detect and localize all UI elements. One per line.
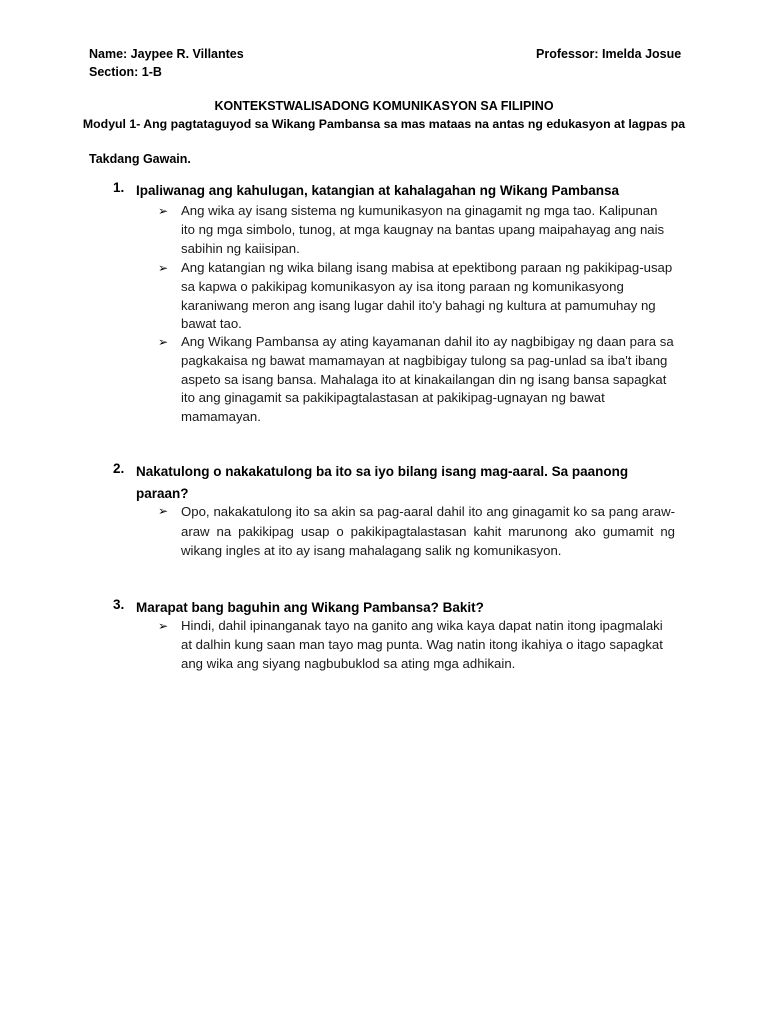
- question-number: 3.: [113, 597, 125, 612]
- question-1: [0, 180, 768, 204]
- answer-item: [0, 333, 768, 431]
- module-title: Modyul 1- Ang pagtataguyod sa Wikang Pambansa sa mas mataas na antas ng edukasyon at lagpas pa: [82, 117, 686, 131]
- task-label: Takdang Gawain.: [89, 152, 191, 166]
- student-section: Section: 1-B: [89, 65, 162, 79]
- student-name: Name: Jaypee R. Villantes: [89, 47, 244, 61]
- answer-item: [0, 202, 768, 262]
- answer-item: [0, 502, 768, 562]
- question-text: Ipaliwanag ang kahulugan, katangian at kahalagahan ng Wikang Pambansa: [136, 183, 619, 198]
- bullet-arrow-icon: ➢: [158, 335, 169, 349]
- bullet-arrow-icon: ➢: [158, 261, 169, 275]
- answer-text: Opo, nakakatulong ito sa akin sa pag-aaral dahil ito ang ginagamit ko sa pang araw-araw na pakikipag usap o pakikipagtalastasan kahit marunong ako gumamit ng wikang ingles at ito ay isang mahalagang salik ng komunikasyon.: [181, 504, 675, 558]
- question-number: 2.: [113, 461, 125, 476]
- professor-name: Professor: Imelda Josue: [536, 47, 682, 61]
- question-text: Nakatulong o nakakatulong ba ito sa iyo bilang isang mag-aaral. Sa paanong paraan?: [136, 464, 629, 501]
- answer-text: Ang wika ay isang sistema ng kumunikasyon na ginagamit ng mga tao. Kalipunan ito ng mga simbolo, tunog, at mga kaugnay na bantas upang maipahayag ang nais sabihin ng kaiisipan.: [181, 203, 665, 256]
- answer-text: Hindi, dahil ipinanganak tayo na ganito ang wika kaya dapat natin itong ipagmalaki at dalhin kung saan man tayo mag punta. Wag natin itong ikahiya o itago sapagkat ang wika ang siyang nagbubuklod sa ating mga adhikain.: [181, 618, 663, 671]
- question-2: [0, 461, 768, 507]
- answer-item: [0, 617, 768, 677]
- answer-text: Ang katangian ng wika bilang isang mabisa at epektibong paraan ng pakikipag-usap sa kapwa o pakikipag komunikasyon ay isa itong paraan ng komunikasyong karaniwang meron ang isang lugar dahil ito'y bahagi ng kultura at pamumuhay ng bawat tao.: [181, 260, 673, 332]
- bullet-arrow-icon: ➢: [158, 504, 169, 518]
- bullet-arrow-icon: ➢: [158, 619, 169, 633]
- answer-text: Ang Wikang Pambansa ay ating kayamanan dahil ito ay nagbibigay ng daan para sa pagkakaisa ng bawat mamamayan at nagbibigay tulong sa pag-unlad sa iba't ibang aspeto sa isang bansa. Mahalaga ito at kinakailangan din ng isang bansa sapagkat ito ang ginagamit sa pakikipagtalastasan at pakikipag-ugnayan ng bawat mamamayan.: [181, 334, 674, 425]
- question-number: 1.: [113, 180, 125, 195]
- bullet-arrow-icon: ➢: [158, 204, 169, 218]
- answer-item: [0, 259, 768, 337]
- question-text: Marapat bang baguhin ang Wikang Pambansa? Bakit?: [136, 600, 484, 615]
- course-title: KONTEKSTWALISADONG KOMUNIKASYON SA FILIPINO: [214, 99, 554, 113]
